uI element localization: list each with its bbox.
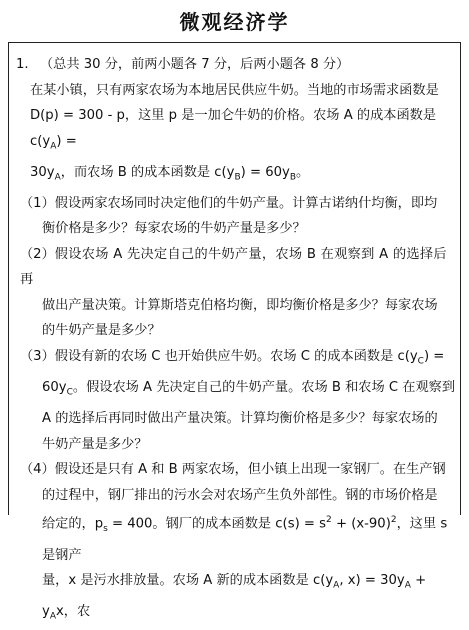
question-header: （总共 30 分，前两小题各 7 分，后两小题各 8 分）	[40, 57, 350, 72]
subquestion-1-text-line-1: 假设两家农场同时决定他们的牛奶产量。计算古诺纳什均衡，即均	[54, 195, 438, 211]
question-content	[16, 52, 455, 630]
subquestion-1	[20, 191, 455, 242]
subquestion-1-label: （1）	[20, 195, 55, 211]
subquestion-2-text-line-1: 假设农场 A 先决定自己的牛奶产量，农场 B 在观察到 A 的选择后再	[20, 246, 447, 288]
intro-line-2: D(p) = 300 - p，这里 p 是一加仑牛奶的价格。农场 A 的成本函数是 $c(y_A)$ =	[30, 108, 437, 152]
subquestion-4-text-line-3: 给定的，$p_s = 400$。钢厂的成本函数是 $c(s) = s^2 + (x-90)^2$，这里 s 是钢产	[42, 515, 448, 563]
subquestion-4	[20, 457, 455, 630]
subquestion-3-text-line-2: $60y_C$。假设农场 A 先决定自己的牛奶产量。农场 B 和农场 C 在观察到	[42, 379, 456, 398]
question-header-row	[16, 52, 455, 78]
intro-line-1: 在某小镇，只有两家农场为本地居民供应牛奶。当地的市场需求函数是	[30, 82, 439, 98]
subquestion-4-text-line-4: 量，x 是污水排放量。农场 A 新的成本函数是 $c(y_A$, $x) = 30y_A + y_Ax$，农	[42, 573, 427, 622]
subquestion-4-label: （4）	[20, 462, 55, 478]
page-title: 微观经济学	[179, 10, 290, 34]
subquestion-2	[20, 242, 455, 344]
subquestion-4-text-line-1: 假设还是只有 A 和 B 两家农场，但小镇上出现一家钢厂。在生产钢	[54, 462, 446, 478]
subquestion-1-text-line-2: 衡价格是多少？每家农场的牛奶产量是多少？	[42, 221, 306, 237]
subquestion-3-text-line-4: 牛奶产量是多少？	[42, 436, 148, 452]
intro-line-3: $30y_A$，而农场 B 的成本函数是 $c(y_B) = 60y_B$。	[30, 164, 310, 183]
subquestion-4-text-line-2: 的过程中，钢厂排出的污水会对农场产生负外部性。钢的市场价格是	[42, 487, 438, 503]
subquestion-3: （3）假设有新的农场 C 也开始供应牛奶。农场 C 的成本函数是 $c(y_C)$ = $60y_C$。假设农场 A 先决定自己的牛奶产量。农场 B 和农场 C 在观察到 A 的选择后再同时做出产量决策。计算均衡价格是多少？每家农场的 牛奶产量是多少？	[20, 344, 455, 457]
subquestion-2-text-line-3: 的牛奶产量是多少？	[42, 323, 161, 339]
subquestion-2-label: （2）	[20, 246, 55, 262]
subquestion-3-label: （3）	[20, 348, 55, 364]
question-intro	[30, 78, 455, 191]
subquestion-2-text-line-2: 做出产量决策。计算斯塔克伯格均衡，即均衡价格是多少？每家农场	[42, 297, 438, 313]
subquestion-3-text-line-1: 假设有新的农场 C 也开始供应牛奶。农场 C 的成本函数是 c(y	[54, 348, 418, 364]
subquestion-3-text-line-3: A 的选择后再同时做出产量决策。计算均衡价格是多少？每家农场的	[42, 411, 438, 427]
question-number: 1.	[16, 57, 29, 72]
